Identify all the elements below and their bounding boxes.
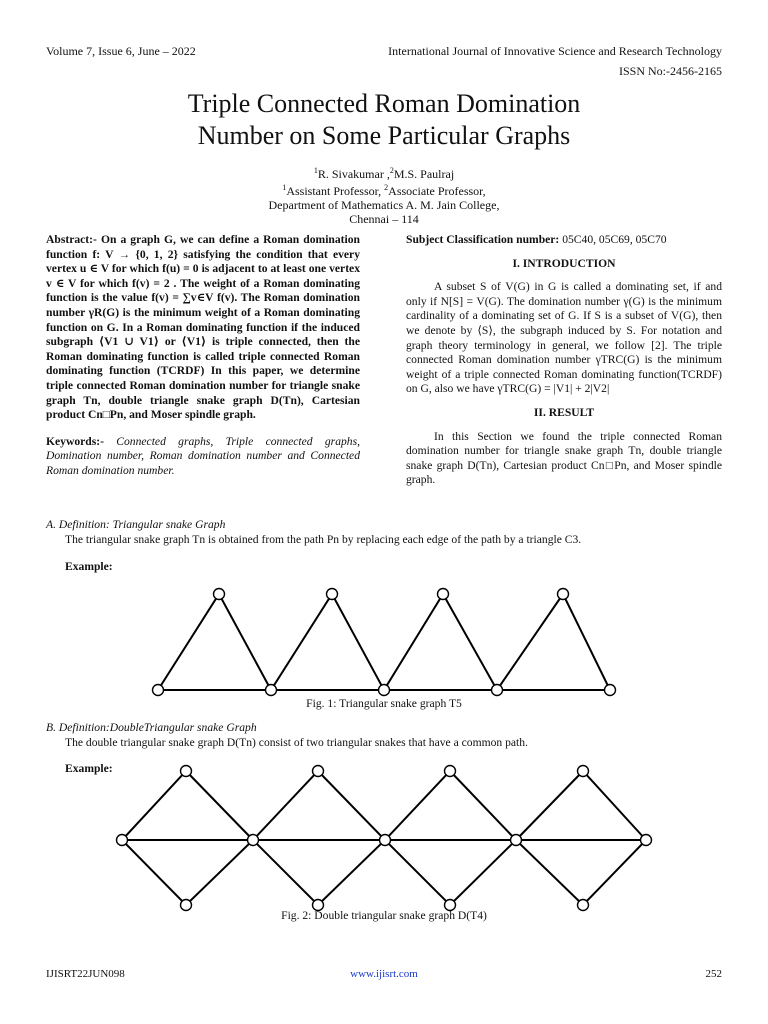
definition-a-text: The triangular snake graph Tn is obtained from the path Pn by replacing each edge of the path by a triangle C3. bbox=[65, 532, 582, 546]
title-line-1: Triple Connected Roman Domination bbox=[187, 89, 581, 118]
example-a-label: Example: bbox=[65, 560, 113, 573]
author-names: $^1$R. Sivakumar ,$^2$M.S. Paulraj bbox=[313, 166, 455, 181]
graph-vertex bbox=[641, 835, 652, 846]
graph-vertex bbox=[248, 835, 259, 846]
introduction-heading: I. INTRODUCTION bbox=[512, 256, 616, 270]
graph-vertex bbox=[445, 766, 456, 777]
definition-b-text: The double triangular snake graph D(Tn) consist of two triangular snakes that have a common path. bbox=[65, 735, 528, 749]
definition-b-label: B. Definition:DoubleTriangular snake Graph bbox=[46, 721, 257, 734]
figure-1-caption: Fig. 1: Triangular snake graph T5 bbox=[306, 697, 462, 710]
result-text: In this Section we found the triple connected Roman domination number for triangle snake graph Tn, double triangle snake graph D(Tn), Cartesian product Cn□Pn, and Moser spindle graph. bbox=[406, 429, 722, 487]
example-b-label: Example: bbox=[65, 762, 113, 775]
department: Department of Mathematics A. M. Jain College, bbox=[268, 198, 500, 212]
issn: ISSN No:-2456-2165 bbox=[618, 64, 722, 78]
role-1: Assistant Professor, bbox=[286, 184, 385, 198]
author-1: R. Sivakumar , bbox=[317, 167, 390, 181]
keywords-label: Keywords:- bbox=[46, 434, 104, 448]
journal-name: International Journal of Innovative Science and Research Technology bbox=[388, 44, 722, 58]
figure-2-caption: Fig. 2: Double triangular snake graph D(T4) bbox=[281, 909, 487, 922]
abstract-label: Abstract:- bbox=[46, 233, 97, 246]
volume-info: Volume 7, Issue 6, June – 2022 bbox=[46, 44, 196, 58]
definition-a-label: A. Definition: Triangular snake Graph bbox=[46, 518, 226, 531]
title-line-2: Number on Some Particular Graphs bbox=[197, 121, 571, 150]
graph-edge bbox=[122, 840, 646, 905]
page-number: 252 bbox=[705, 968, 722, 980]
graph-vertex bbox=[117, 835, 128, 846]
graph-vertex bbox=[511, 835, 522, 846]
subject-value: 05C40, 05C69, 05C70 bbox=[562, 233, 667, 246]
paper-id: IJISRT22JUN098 bbox=[46, 968, 125, 980]
graph-vertex bbox=[578, 766, 589, 777]
graph-vertex bbox=[313, 766, 324, 777]
graph-vertex bbox=[181, 766, 192, 777]
role-2: Associate Professor, bbox=[388, 184, 486, 198]
introduction-text: A subset S of V(G) in G is called a dominating set, if and only if N[S] = V(G). The domination number γ(G) is the minimum cardinality of a dominating set of G. If S is a subset of V(G), then we denote by ⟨S⟩, the subgraph induced by S. For notation and graph theory terminology in general, we follow [2]. The triple connected Roman domination number γTRC(G) is the minimum weight of a triple connected Roman dominating function(TCRDF) on G, also we have γTRC(G) = |V1| + 2|V2| bbox=[406, 280, 722, 396]
city: Chennai – 114 bbox=[349, 212, 419, 226]
subject-label: Subject Classification number: bbox=[406, 233, 560, 246]
author-roles: $^1$Assistant Professor, $^2$Associate Professor, bbox=[282, 183, 486, 198]
result-heading: II. RESULT bbox=[533, 405, 595, 419]
graph-edge bbox=[122, 771, 646, 840]
keywords-text: Connected graphs, Triple connected graphs, Domination number, Roman domination number and Connected Roman domination number. bbox=[46, 434, 360, 477]
abstract-text: On a graph G, we can define a Roman domination function f: V → {0, 1, 2} satisfying the condition that every vertex u ∈ V for which f(u) = 0 is adjacent to at least one vertex v ∈ V for which f(v) = 2 . The weight of a Roman dominating function is the value f(v) = ∑v∈V f(v). The Roman domination number γR(G) is the minimum weight of a Roman dominating function on G. In a Roman dominating function if the induced subgraph ⟨V1 ∪ V1⟩ or ⟨V1⟩ is triple connected, then the Roman dominating function is called triple connected Roman dominating function (TCRDF) In this paper, we determine triple connected Roman domination number for triangle snake graph Tn, double triangle snake graph D(Tn), Cartesian product Cn□Pn, and Moser spindle graph. bbox=[46, 233, 360, 422]
journal-website-link[interactable]: www.ijisrt.com bbox=[350, 968, 418, 980]
graph-vertex bbox=[380, 835, 391, 846]
author-2: M.S. Paulraj bbox=[393, 167, 455, 181]
